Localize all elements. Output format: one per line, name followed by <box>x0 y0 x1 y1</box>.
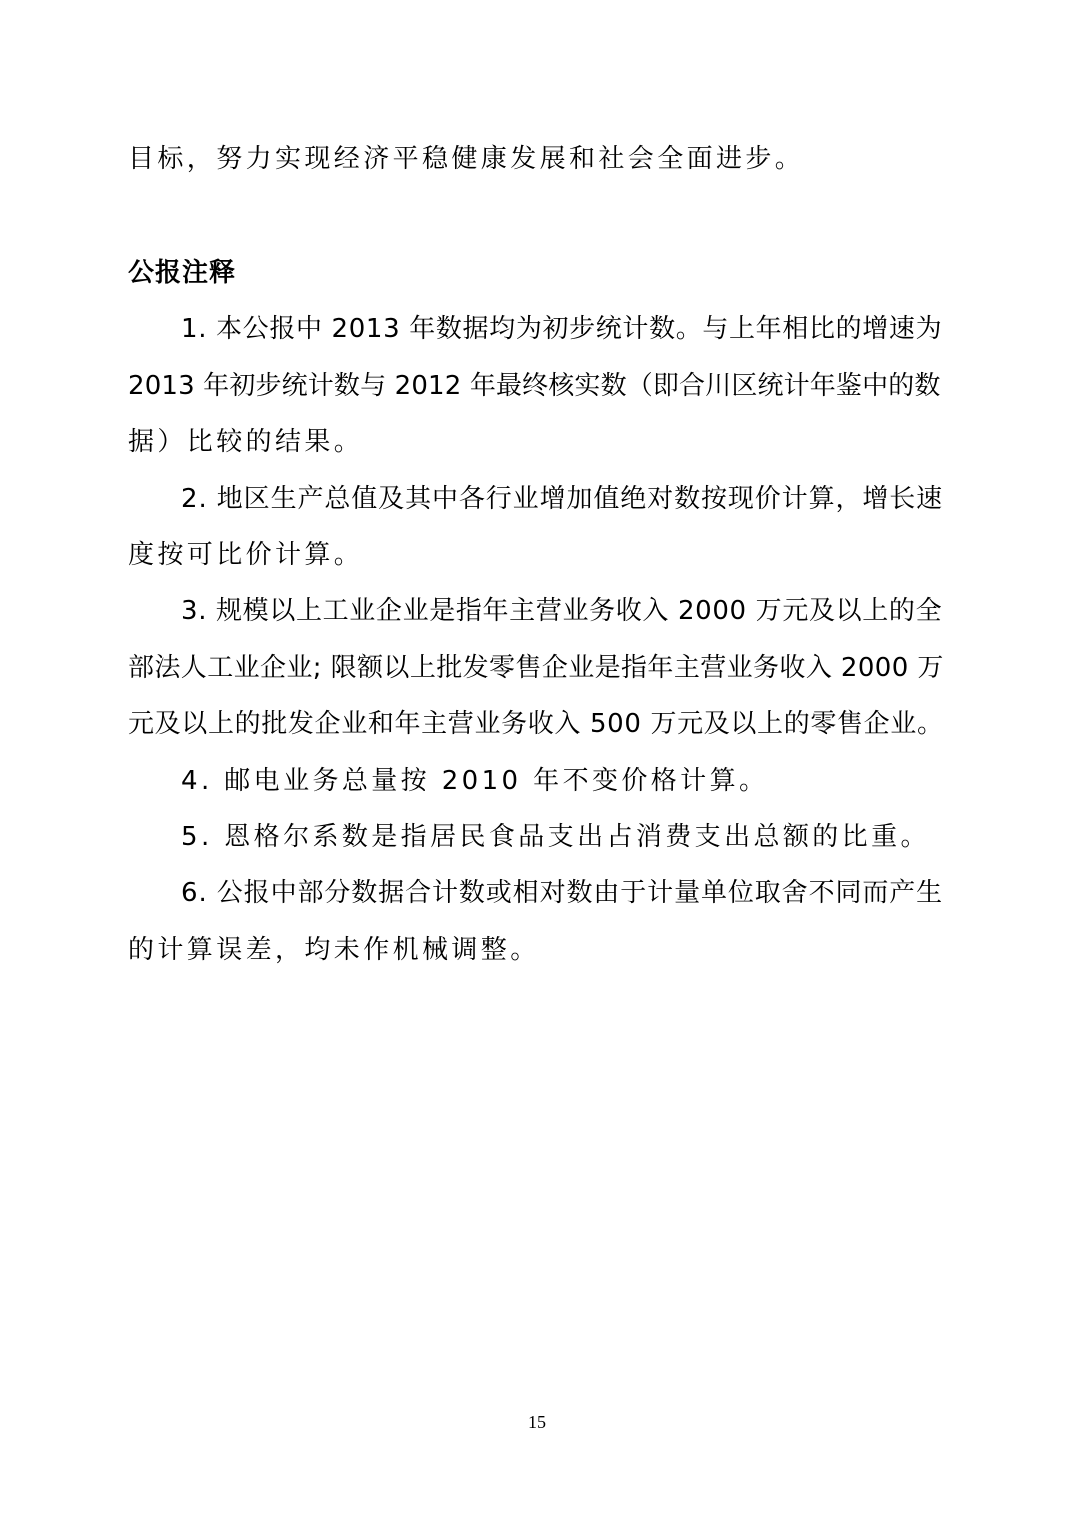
note-2-line-2: 度按可比价计算。 <box>128 540 364 570</box>
page-number: 15 <box>528 1412 546 1432</box>
note-3-line-1: 3. 规模以上工业企业是指年主营业务收入 2000 万元及以上的全 <box>181 596 943 626</box>
note-1-line-1: 1. 本公报中 2013 年数据均为初步统计数。与上年相比的增速为 <box>181 314 943 344</box>
note-5-line-1: 5. 恩格尔系数是指居民食品支出占消费支出总额的比重。 <box>181 822 930 852</box>
note-1-line-3: 据）比较的结果。 <box>128 427 364 457</box>
note-3-line-2: 部法人工业企业; 限额以上批发零售企业是指年主营业务收入 2000 万 <box>128 653 944 683</box>
note-4-line-1: 4. 邮电业务总量按 2010 年不变价格计算。 <box>181 766 769 796</box>
note-2-line-1: 2. 地区生产总值及其中各行业增加值绝对数按现价计算，增长速 <box>181 484 944 514</box>
notes-heading: 公报注释 <box>128 258 237 288</box>
note-6-line-2: 的计算误差，均未作机械调整。 <box>128 935 540 965</box>
intro-tail-line: 目标，努力实现经济平稳健康发展和社会全面进步。 <box>128 144 805 174</box>
note-3-line-3: 元及以上的批发企业和年主营业务收入 500 万元及以上的零售企业。 <box>128 709 944 739</box>
note-1-line-2: 2013 年初步统计数与 2012 年最终核实数（即合川区统计年鉴中的数 <box>128 371 941 401</box>
note-6-line-1: 6. 公报中部分数据合计数或相对数由于计量单位取舍不同而产生 <box>181 878 944 908</box>
